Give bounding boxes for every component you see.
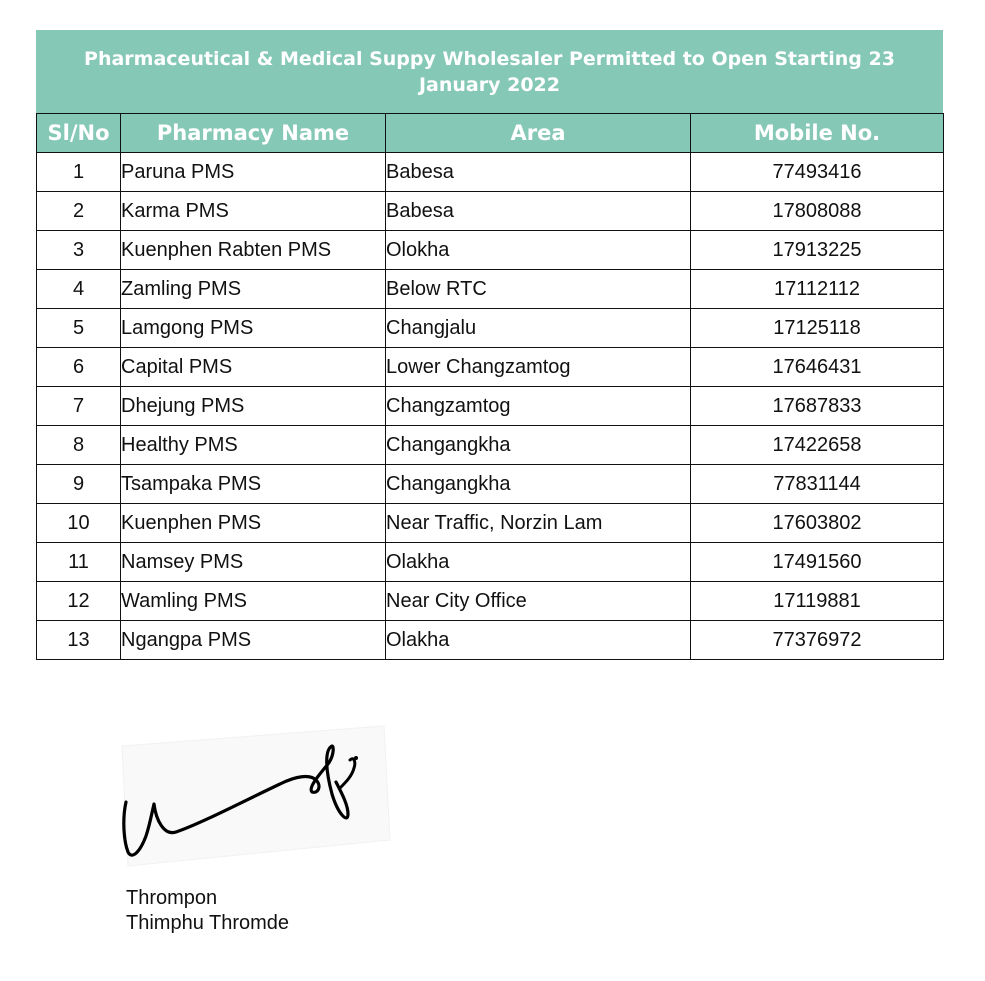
cell-area: Babesa: [386, 192, 691, 231]
cell-mobile-no: 77376972: [691, 621, 944, 660]
table-body: [37, 153, 944, 660]
cell-sl-no: 4: [37, 270, 121, 309]
cell-sl-no: 3: [37, 231, 121, 270]
cell-sl-no: 6: [37, 348, 121, 387]
cell-area: Changangkha: [386, 465, 691, 504]
cell-mobile-no: 17913225: [691, 231, 944, 270]
header-mobile-no: Mobile No.: [691, 114, 944, 153]
handwritten-signature: [118, 724, 393, 869]
header-pharmacy-name: Pharmacy Name: [121, 114, 386, 153]
cell-mobile-no: 17491560: [691, 543, 944, 582]
table-row: [37, 543, 944, 582]
cell-sl-no: 8: [37, 426, 121, 465]
table-row: [37, 270, 944, 309]
signatory-title: Thrompon: [126, 887, 218, 909]
cell-mobile-no: 17119881: [691, 582, 944, 621]
cell-pharmacy-name: Karma PMS: [121, 192, 386, 231]
cell-mobile-no: 17112112: [691, 270, 944, 309]
cell-area: Changangkha: [386, 426, 691, 465]
table-row: [37, 387, 944, 426]
cell-area: Olakha: [386, 621, 691, 660]
cell-sl-no: 12: [37, 582, 121, 621]
cell-pharmacy-name: Zamling PMS: [121, 270, 386, 309]
cell-pharmacy-name: Kuenphen PMS: [121, 504, 386, 543]
pharmacy-table: [36, 113, 944, 660]
cell-pharmacy-name: Lamgong PMS: [121, 309, 386, 348]
signatory-office: Thimphu Thromde: [126, 912, 290, 934]
cell-area: Lower Changzamtog: [386, 348, 691, 387]
cell-area: Below RTC: [386, 270, 691, 309]
table-row: [37, 309, 944, 348]
pharmacy-notice: [36, 30, 943, 660]
cell-mobile-no: 17603802: [691, 504, 944, 543]
cell-area: Changzamtog: [386, 387, 691, 426]
cell-area: Near Traffic, Norzin Lam: [386, 504, 691, 543]
cell-pharmacy-name: Namsey PMS: [121, 543, 386, 582]
table-row: [37, 465, 944, 504]
cell-area: Changjalu: [386, 309, 691, 348]
cell-mobile-no: 17646431: [691, 348, 944, 387]
cell-pharmacy-name: Capital PMS: [121, 348, 386, 387]
table-header-row: [37, 114, 944, 153]
cell-area: Near City Office: [386, 582, 691, 621]
notice-title: Pharmaceutical & Medical Suppy Wholesaler Permitted to Open Starting 23 January 2022: [84, 47, 895, 96]
cell-mobile-no: 17125118: [691, 309, 944, 348]
cell-area: Olokha: [386, 231, 691, 270]
table-row: [37, 504, 944, 543]
cell-pharmacy-name: Dhejung PMS: [121, 387, 386, 426]
signature-image: [118, 724, 393, 869]
cell-pharmacy-name: Wamling PMS: [121, 582, 386, 621]
table-row: [37, 426, 944, 465]
cell-sl-no: 9: [37, 465, 121, 504]
cell-sl-no: 1: [37, 153, 121, 192]
cell-sl-no: 5: [37, 309, 121, 348]
cell-sl-no: 2: [37, 192, 121, 231]
table-row: [37, 582, 944, 621]
cell-pharmacy-name: Paruna PMS: [121, 153, 386, 192]
cell-sl-no: 7: [37, 387, 121, 426]
cell-mobile-no: 77493416: [691, 153, 944, 192]
header-area: Area: [386, 114, 691, 153]
table-row: [37, 621, 944, 660]
table-row: [37, 348, 944, 387]
cell-mobile-no: 77831144: [691, 465, 944, 504]
notice-title-band: [36, 30, 943, 113]
cell-pharmacy-name: Kuenphen Rabten PMS: [121, 231, 386, 270]
signatory-block: [126, 886, 289, 936]
cell-mobile-no: 17808088: [691, 192, 944, 231]
table-row: [37, 231, 944, 270]
cell-pharmacy-name: Healthy PMS: [121, 426, 386, 465]
cell-area: Babesa: [386, 153, 691, 192]
cell-sl-no: 10: [37, 504, 121, 543]
header-sl-no: Sl/No: [37, 114, 121, 153]
cell-pharmacy-name: Ngangpa PMS: [121, 621, 386, 660]
cell-mobile-no: 17687833: [691, 387, 944, 426]
cell-mobile-no: 17422658: [691, 426, 944, 465]
cell-sl-no: 11: [37, 543, 121, 582]
table-row: [37, 192, 944, 231]
cell-pharmacy-name: Tsampaka PMS: [121, 465, 386, 504]
cell-sl-no: 13: [37, 621, 121, 660]
table-row: [37, 153, 944, 192]
cell-area: Olakha: [386, 543, 691, 582]
